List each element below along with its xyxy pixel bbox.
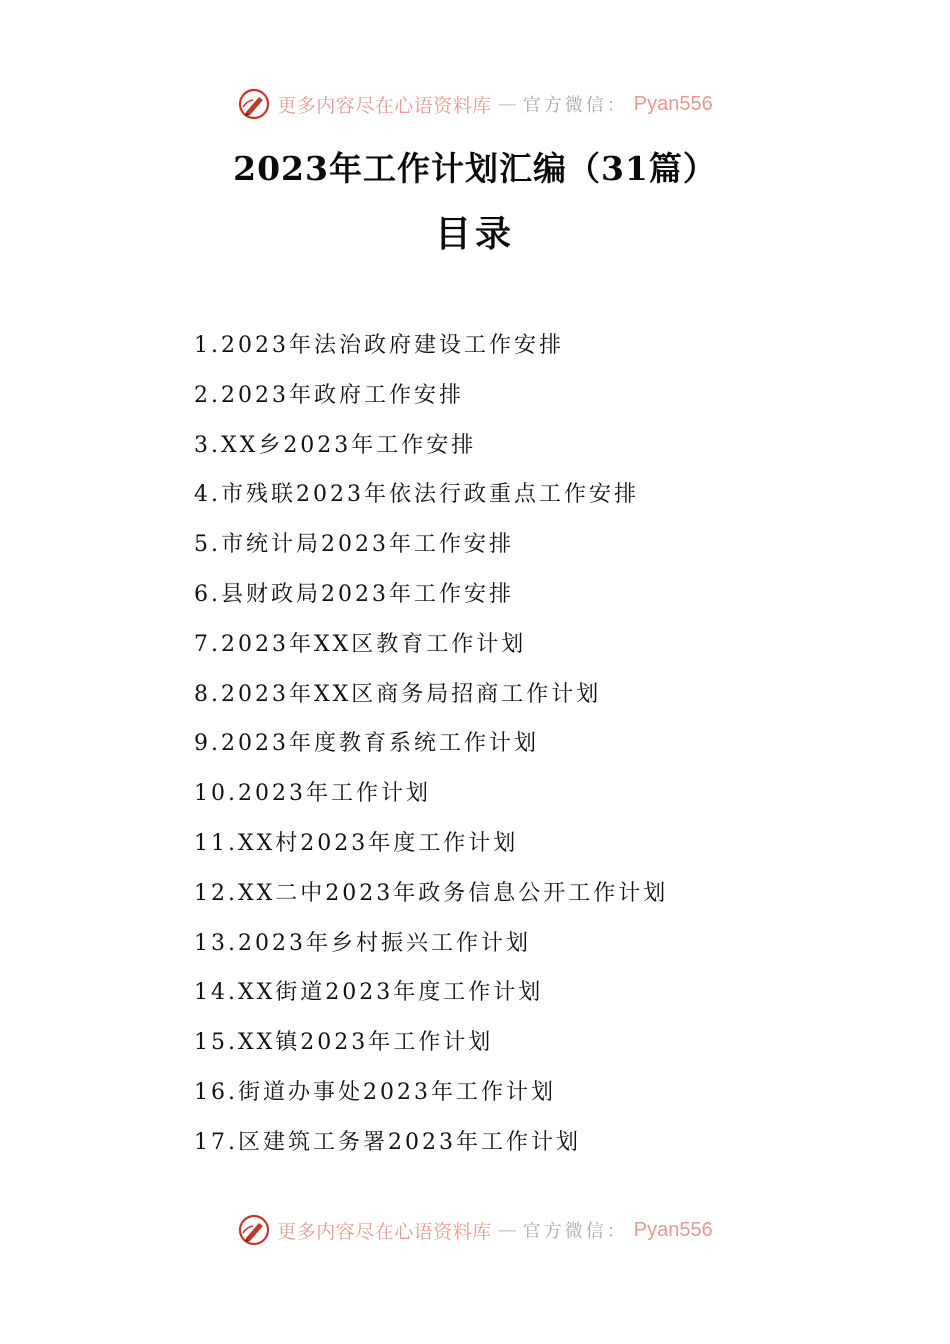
watermark-text: 更多内容尽在心语资料库 [277, 1220, 492, 1243]
watermark-text: 更多内容尽在心语资料库 [277, 94, 492, 117]
document-title: 2023年工作计划汇编（31篇） [233, 149, 717, 188]
toc-item: 5.市统计局2023年工作安排 [194, 532, 514, 558]
toc-heading: 目录 [434, 213, 515, 255]
header-watermark [0, 84, 950, 124]
pen-logo-icon [237, 1213, 271, 1247]
toc-item: 2.2023年政府工作安排 [194, 382, 464, 408]
watermark-wechat-id: Pyan556 [633, 92, 713, 115]
table-of-contents [194, 328, 894, 1175]
toc-item: 1.2023年法治政府建设工作安排 [194, 333, 564, 358]
toc-item: 17.区建筑工务署2023年工作计划 [194, 1129, 581, 1155]
watermark-content [237, 1213, 712, 1247]
toc-item: 7.2023年XX区教育工作计划 [194, 631, 527, 657]
toc-item: 4.市残联2023年依法行政重点工作安排 [194, 482, 639, 508]
watermark-separator: — [497, 93, 517, 115]
toc-item: 12.XX二中2023年政务信息公开工作计划 [194, 880, 669, 906]
toc-item: 10.2023年工作计划 [194, 781, 431, 807]
toc-item: 16.街道办事处2023年工作计划 [194, 1079, 556, 1105]
watermark-wechat-id: Pyan556 [633, 1218, 713, 1241]
watermark-label: 官方微信： [522, 1221, 628, 1242]
watermark-content [237, 87, 712, 121]
toc-item: 15.XX镇2023年工作计划 [194, 1030, 494, 1056]
toc-item: 6.县财政局2023年工作安排 [194, 581, 514, 607]
footer-watermark [0, 1210, 950, 1250]
pen-logo-icon [237, 87, 271, 121]
toc-item: 3.XX乡2023年工作安排 [194, 432, 477, 458]
watermark-separator: — [497, 1219, 517, 1241]
toc-item: 14.XX街道2023年度工作计划 [194, 980, 544, 1006]
watermark-label: 官方微信： [522, 95, 628, 116]
toc-item: 13.2023年乡村振兴工作计划 [194, 930, 531, 956]
toc-item: 9.2023年度教育系统工作计划 [194, 731, 539, 757]
toc-item: 8.2023年XX区商务局招商工作计划 [194, 681, 602, 707]
toc-item: 11.XX村2023年度工作计划 [194, 830, 519, 856]
